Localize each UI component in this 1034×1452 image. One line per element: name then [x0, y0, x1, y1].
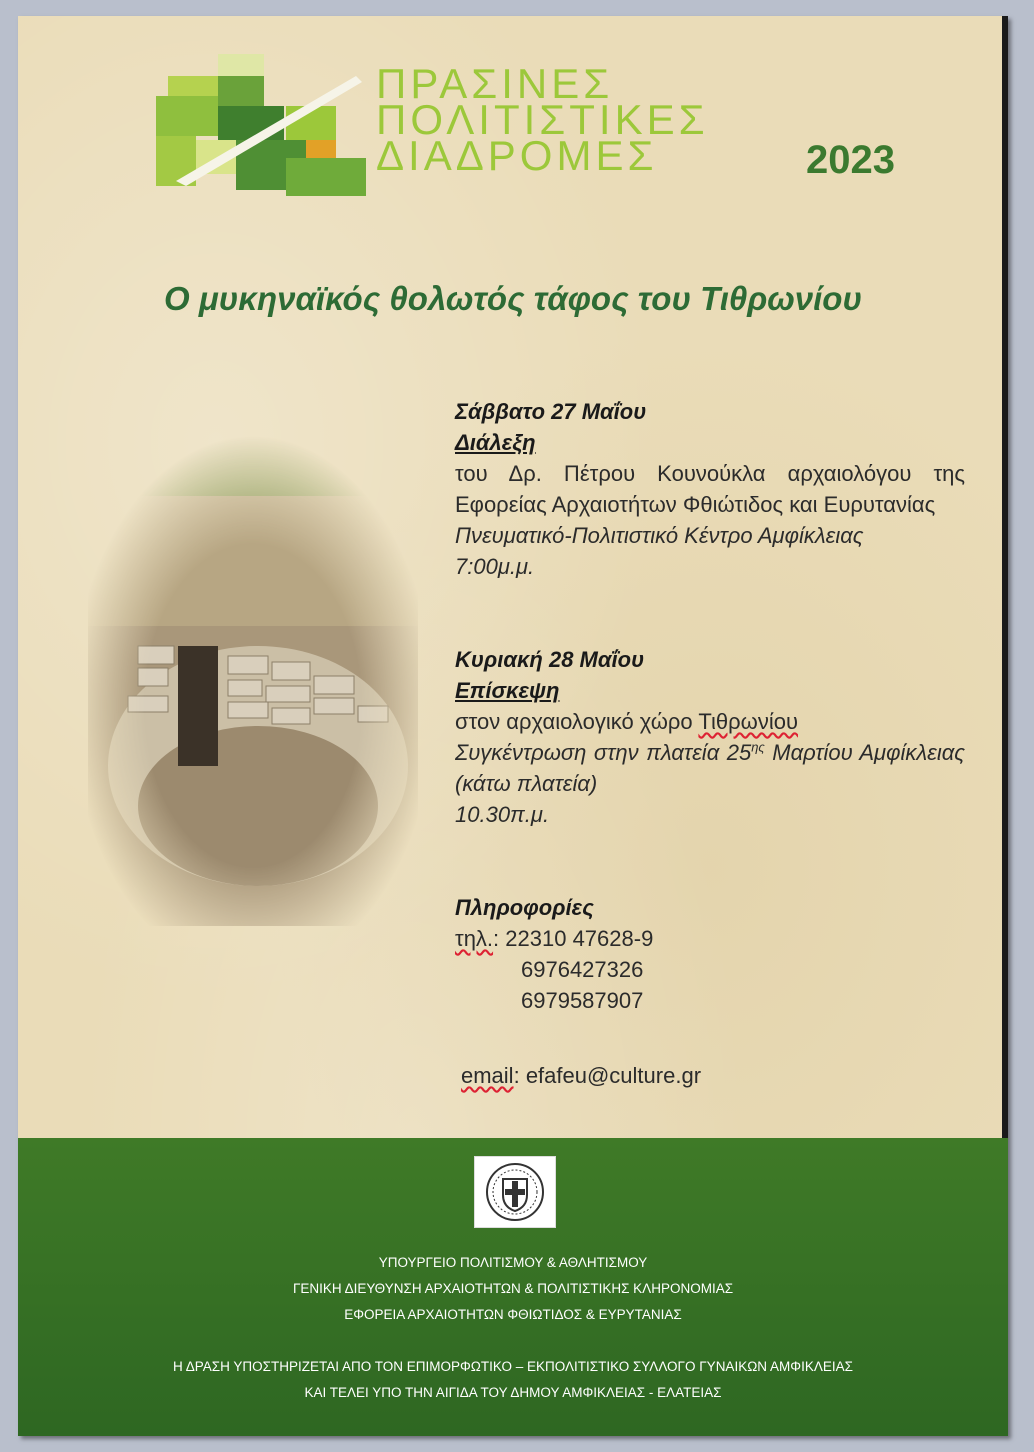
event-2-date: Κυριακή 28 Μαΐου — [455, 647, 645, 672]
phone-line — [455, 923, 965, 954]
logo-line-2: ΠΟΛΙΤΙΣΤΙΚΕΣ — [376, 96, 709, 143]
logo-mosaic-icon — [136, 46, 376, 206]
event-1 — [455, 396, 965, 582]
event-2-meeting — [455, 737, 965, 799]
event-1-venue: Πνευματικό-Πολιτιστικό Κέντρο Αμφίκλειας — [455, 523, 864, 548]
footer-line-5: ΚΑΙ ΤΕΛΕΙ ΥΠΟ ΤΗΝ ΑΙΓΙΔΑ ΤΟΥ ΔΗΜΟΥ ΑΜΦΙΚΛΕΙΑΣ - ΕΛΑΤΕΙΑΣ — [304, 1385, 722, 1400]
greek-emblem-icon — [474, 1156, 556, 1228]
event-info — [455, 396, 965, 1091]
footer-line-3: ΕΦΟΡΕΙΑ ΑΡΧΑΙΟΤΗΤΩΝ ΦΘΙΩΤΙΔΟΣ & ΕΥΡΥΤΑΝΙΑΣ — [344, 1307, 682, 1322]
contact-info — [455, 892, 965, 1091]
logo-text — [376, 60, 709, 179]
footer-line-1: ΥΠΟΥΡΓΕΙΟ ΠΟΛΙΤΙΣΜΟΥ & ΑΘΛΗΤΙΣΜΟΥ — [378, 1255, 648, 1270]
phone-3: 6979587907 — [521, 988, 644, 1013]
event-1-time: 7:00μ.μ. — [455, 554, 535, 579]
phone-1: 22310 47628-9 — [505, 926, 654, 951]
event-2-description — [455, 706, 965, 737]
event-1-type: Διάλεξη — [455, 430, 536, 455]
email-address[interactable]: efafeu@culture.gr — [525, 1063, 702, 1088]
footer-line-4: Η ΔΡΑΣΗ ΥΠΟΣΤΗΡΙΖΕΤΑΙ ΑΠΟ ΤΟΝ ΕΠΙΜΟΡΦΩΤΙΚΟ – ΕΚΠΟΛΙΤΙΣΤΙΚΟ ΣΥΛΛΟΓΟ ΓΥΝΑΙΚΩΝ ΑΜΦΙΚΛΕΙΑΣ — [173, 1359, 853, 1374]
email-label: email — [461, 1063, 514, 1088]
email-line — [455, 1060, 965, 1091]
phone-2: 6976427326 — [521, 957, 644, 982]
email-sep: : — [513, 1063, 526, 1088]
logo-year: 2023 — [806, 138, 895, 182]
event-2-meet-suffix: Μαρτίου Αμφίκλειας (κάτω πλατεία) — [455, 740, 965, 796]
phone-sep: : — [493, 926, 506, 951]
event-2 — [455, 644, 965, 830]
logo-line-1: ΠΡΑΣΙΝΕΣ — [376, 60, 614, 107]
poster-page — [18, 16, 1008, 1436]
event-1-description: του Δρ. Πέτρου Κουνούκλα αρχαιολόγου της Εφορείας Αρχαιοτήτων Φθιώτιδος και Ευρυτανίας — [455, 461, 965, 517]
page-title: Ο μυκηναϊκός θολωτός τάφος του Τιθρωνίου — [164, 280, 862, 317]
logo-line-3: ΔΙΑΔΡΟΜΕΣ — [376, 132, 658, 179]
footer — [18, 1138, 1008, 1436]
event-2-desc-place: Τιθρωνίου — [698, 709, 798, 734]
tomb-photo — [88, 436, 418, 926]
event-2-meet-sup: ης — [751, 739, 765, 755]
phone-label: τηλ. — [455, 926, 494, 951]
event-1-date: Σάββατο 27 Μαΐου — [455, 399, 647, 424]
footer-line-2: ΓΕΝΙΚΗ ΔΙΕΥΘΥΝΣΗ ΑΡΧΑΙΟΤΗΤΩΝ & ΠΟΛΙΤΙΣΤΙΚΗΣ ΚΛΗΡΟΝΟΜΙΑΣ — [292, 1281, 734, 1296]
event-2-time: 10.30π.μ. — [455, 802, 550, 827]
footer-text — [18, 1250, 1008, 1406]
event-2-type: Επίσκεψη — [455, 678, 560, 703]
contact-heading: Πληροφορίες — [455, 895, 594, 920]
event-2-meet-prefix: Συγκέντρωση στην πλατεία 25 — [455, 740, 752, 765]
event-logo — [136, 46, 936, 206]
event-2-desc-prefix: στον αρχαιολογικό χώρο — [455, 709, 699, 734]
